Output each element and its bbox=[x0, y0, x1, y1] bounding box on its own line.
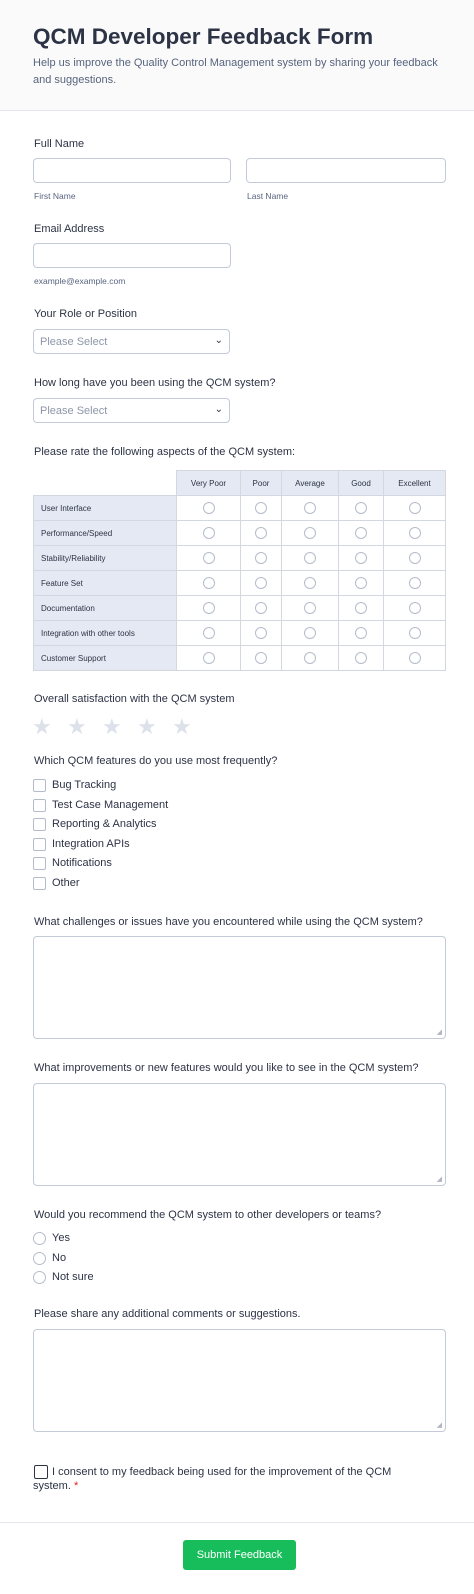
last-name-sublabel: Last Name bbox=[247, 191, 289, 201]
duration-label: How long have you been using the QCM system? bbox=[34, 377, 276, 389]
feature-checkbox[interactable] bbox=[33, 818, 46, 831]
matrix-cell bbox=[241, 621, 282, 646]
chevron-down-icon: ⌄ bbox=[214, 335, 223, 346]
matrix-cell bbox=[384, 496, 446, 521]
first-name-sublabel: First Name bbox=[34, 191, 76, 201]
feature-option-label[interactable]: Test Case Management bbox=[52, 799, 169, 811]
recommend-radio[interactable] bbox=[33, 1252, 46, 1265]
recommend-option-label[interactable]: No bbox=[52, 1252, 67, 1264]
matrix-radio[interactable] bbox=[255, 577, 267, 589]
feature-option-label[interactable]: Notifications bbox=[52, 857, 112, 869]
matrix-row-label: Documentation bbox=[34, 596, 177, 621]
matrix-row bbox=[34, 571, 446, 596]
duration-select[interactable] bbox=[33, 398, 230, 423]
matrix-radio[interactable] bbox=[355, 577, 367, 589]
matrix-corner bbox=[34, 471, 177, 496]
email-label: Email Address bbox=[34, 223, 105, 235]
email-input[interactable] bbox=[33, 243, 231, 268]
matrix-radio[interactable] bbox=[203, 602, 215, 614]
role-label: Your Role or Position bbox=[34, 308, 137, 320]
satisfaction-label: Overall satisfaction with the QCM system bbox=[34, 693, 235, 705]
consent-label[interactable] bbox=[33, 1465, 403, 1493]
matrix-row-label: Performance/Speed bbox=[34, 521, 177, 546]
matrix-cell bbox=[177, 571, 241, 596]
matrix-radio[interactable] bbox=[409, 602, 421, 614]
resize-grip-icon[interactable]: ◢ bbox=[436, 1176, 442, 1183]
matrix-cell bbox=[177, 596, 241, 621]
feature-checkbox[interactable] bbox=[33, 799, 46, 812]
matrix-radio[interactable] bbox=[355, 552, 367, 564]
matrix-cell bbox=[339, 596, 384, 621]
matrix-cell bbox=[177, 621, 241, 646]
matrix-cell bbox=[384, 596, 446, 621]
matrix-row-label: Stability/Reliability bbox=[34, 546, 177, 571]
form-subtitle: Help us improve the Quality Control Management system by sharing your feedback and suggestions. bbox=[33, 57, 438, 86]
matrix-cell bbox=[241, 521, 282, 546]
matrix-radio[interactable] bbox=[255, 552, 267, 564]
matrix-radio[interactable] bbox=[203, 652, 215, 664]
recommend-radio[interactable] bbox=[33, 1271, 46, 1284]
matrix-radio[interactable] bbox=[355, 502, 367, 514]
matrix-row bbox=[34, 596, 446, 621]
recommend-label: Would you recommend the QCM system to other developers or teams? bbox=[34, 1209, 382, 1221]
improvements-label: What improvements or new features would you like to see in the QCM system? bbox=[34, 1062, 419, 1074]
matrix-cell bbox=[177, 546, 241, 571]
matrix-cell bbox=[282, 496, 339, 521]
role-select-placeholder: Please Select bbox=[40, 336, 108, 348]
features-label: Which QCM features do you use most frequently? bbox=[34, 755, 278, 767]
matrix-cell bbox=[339, 621, 384, 646]
matrix-cell bbox=[384, 571, 446, 596]
matrix-cell bbox=[384, 621, 446, 646]
matrix-cell bbox=[384, 646, 446, 671]
matrix-column-header: Good bbox=[339, 471, 384, 496]
required-mark: * bbox=[73, 1480, 79, 1492]
matrix-column-header: Average bbox=[282, 471, 339, 496]
matrix-radio[interactable] bbox=[203, 577, 215, 589]
recommend-radio[interactable] bbox=[33, 1232, 46, 1245]
email-sublabel: example@example.com bbox=[34, 276, 126, 286]
recommend-option-label[interactable]: Yes bbox=[52, 1232, 70, 1244]
resize-grip-icon[interactable]: ◢ bbox=[436, 1029, 442, 1036]
matrix-column-header: Poor bbox=[241, 471, 282, 496]
matrix-row bbox=[34, 621, 446, 646]
comments-textarea[interactable] bbox=[33, 1329, 446, 1432]
matrix-radio[interactable] bbox=[304, 602, 316, 614]
matrix-row-label: User Interface bbox=[34, 496, 177, 521]
last-name-input[interactable] bbox=[246, 158, 446, 183]
matrix-cell bbox=[339, 521, 384, 546]
rating-label: Please rate the following aspects of the QCM system: bbox=[34, 446, 296, 458]
star-icon[interactable]: ★ bbox=[67, 714, 87, 739]
star-icon[interactable]: ★ bbox=[32, 714, 52, 739]
matrix-radio[interactable] bbox=[409, 527, 421, 539]
matrix-cell bbox=[282, 596, 339, 621]
matrix-radio[interactable] bbox=[409, 552, 421, 564]
submit-button[interactable]: Submit Feedback bbox=[183, 1540, 296, 1570]
first-name-input[interactable] bbox=[33, 158, 231, 183]
matrix-row bbox=[34, 521, 446, 546]
matrix-radio[interactable] bbox=[255, 502, 267, 514]
matrix-cell bbox=[241, 496, 282, 521]
feature-option-label[interactable]: Other bbox=[52, 877, 80, 889]
full-name-label: Full Name bbox=[34, 138, 85, 150]
matrix-header-row bbox=[34, 471, 446, 496]
matrix-cell bbox=[339, 571, 384, 596]
matrix-cell bbox=[339, 496, 384, 521]
footer-divider bbox=[0, 1522, 474, 1523]
matrix-radio[interactable] bbox=[203, 527, 215, 539]
matrix-cell bbox=[241, 546, 282, 571]
matrix-radio[interactable] bbox=[255, 652, 267, 664]
matrix-radio[interactable] bbox=[304, 502, 316, 514]
matrix-column-header: Very Poor bbox=[177, 471, 241, 496]
challenges-label: What challenges or issues have you encountered while using the QCM system? bbox=[34, 916, 423, 928]
comments-label: Please share any additional comments or suggestions. bbox=[34, 1308, 301, 1320]
matrix-radio[interactable] bbox=[409, 577, 421, 589]
matrix-row bbox=[34, 646, 446, 671]
matrix-radio[interactable] bbox=[255, 627, 267, 639]
improvements-textarea[interactable] bbox=[33, 1083, 446, 1186]
matrix-cell bbox=[241, 596, 282, 621]
matrix-row-label: Feature Set bbox=[34, 571, 177, 596]
form-header bbox=[0, 0, 474, 111]
matrix-cell bbox=[282, 646, 339, 671]
matrix-radio[interactable] bbox=[203, 502, 215, 514]
matrix-radio[interactable] bbox=[304, 577, 316, 589]
matrix-cell bbox=[177, 521, 241, 546]
matrix-cell bbox=[339, 646, 384, 671]
feature-option-label[interactable]: Integration APIs bbox=[52, 838, 130, 850]
matrix-cell bbox=[241, 646, 282, 671]
matrix-cell bbox=[282, 546, 339, 571]
recommend-option-label[interactable]: Not sure bbox=[52, 1271, 94, 1283]
matrix-radio[interactable] bbox=[355, 627, 367, 639]
matrix-radio[interactable] bbox=[255, 527, 267, 539]
matrix-radio[interactable] bbox=[355, 527, 367, 539]
feature-checkbox[interactable] bbox=[33, 838, 46, 851]
matrix-cell bbox=[282, 571, 339, 596]
matrix-column-header: Excellent bbox=[384, 471, 446, 496]
duration-select-placeholder: Please Select bbox=[40, 405, 108, 417]
matrix-cell bbox=[177, 646, 241, 671]
resize-grip-icon[interactable]: ◢ bbox=[436, 1422, 442, 1429]
matrix-radio[interactable] bbox=[203, 552, 215, 564]
form-title: QCM Developer Feedback Form bbox=[33, 24, 374, 49]
matrix-row bbox=[34, 496, 446, 521]
star-icon[interactable]: ★ bbox=[172, 714, 192, 739]
matrix-cell bbox=[384, 521, 446, 546]
matrix-radio[interactable] bbox=[409, 652, 421, 664]
matrix-cell bbox=[384, 546, 446, 571]
matrix-cell bbox=[339, 546, 384, 571]
matrix-radio[interactable] bbox=[304, 552, 316, 564]
feature-option-label[interactable]: Reporting & Analytics bbox=[52, 818, 157, 830]
matrix-cell bbox=[177, 496, 241, 521]
chevron-down-icon: ⌄ bbox=[214, 404, 223, 415]
star-icon[interactable]: ★ bbox=[102, 714, 122, 739]
matrix-cell bbox=[282, 521, 339, 546]
matrix-cell bbox=[241, 571, 282, 596]
matrix-radio[interactable] bbox=[255, 602, 267, 614]
feature-checkbox[interactable] bbox=[33, 857, 46, 870]
feature-checkbox[interactable] bbox=[33, 877, 46, 890]
feature-checkbox[interactable] bbox=[33, 779, 46, 792]
matrix-row bbox=[34, 546, 446, 571]
role-select[interactable] bbox=[33, 329, 230, 354]
matrix-radio[interactable] bbox=[304, 527, 316, 539]
matrix-radio[interactable] bbox=[304, 652, 316, 664]
matrix-radio[interactable] bbox=[304, 627, 316, 639]
star-icon[interactable]: ★ bbox=[137, 714, 157, 739]
matrix-radio[interactable] bbox=[355, 602, 367, 614]
matrix-radio[interactable] bbox=[355, 652, 367, 664]
matrix-row-label: Integration with other tools bbox=[34, 621, 177, 646]
matrix-cell bbox=[282, 621, 339, 646]
challenges-textarea[interactable] bbox=[33, 936, 446, 1039]
matrix-radio[interactable] bbox=[409, 502, 421, 514]
feature-option-label[interactable]: Bug Tracking bbox=[52, 779, 117, 791]
matrix-radio[interactable] bbox=[203, 627, 215, 639]
matrix-row-label: Customer Support bbox=[34, 646, 177, 671]
consent-text: I consent to my feedback being used for the improvement of the QCM system. bbox=[33, 1466, 392, 1492]
matrix-radio[interactable] bbox=[409, 627, 421, 639]
rating-matrix bbox=[33, 470, 446, 671]
